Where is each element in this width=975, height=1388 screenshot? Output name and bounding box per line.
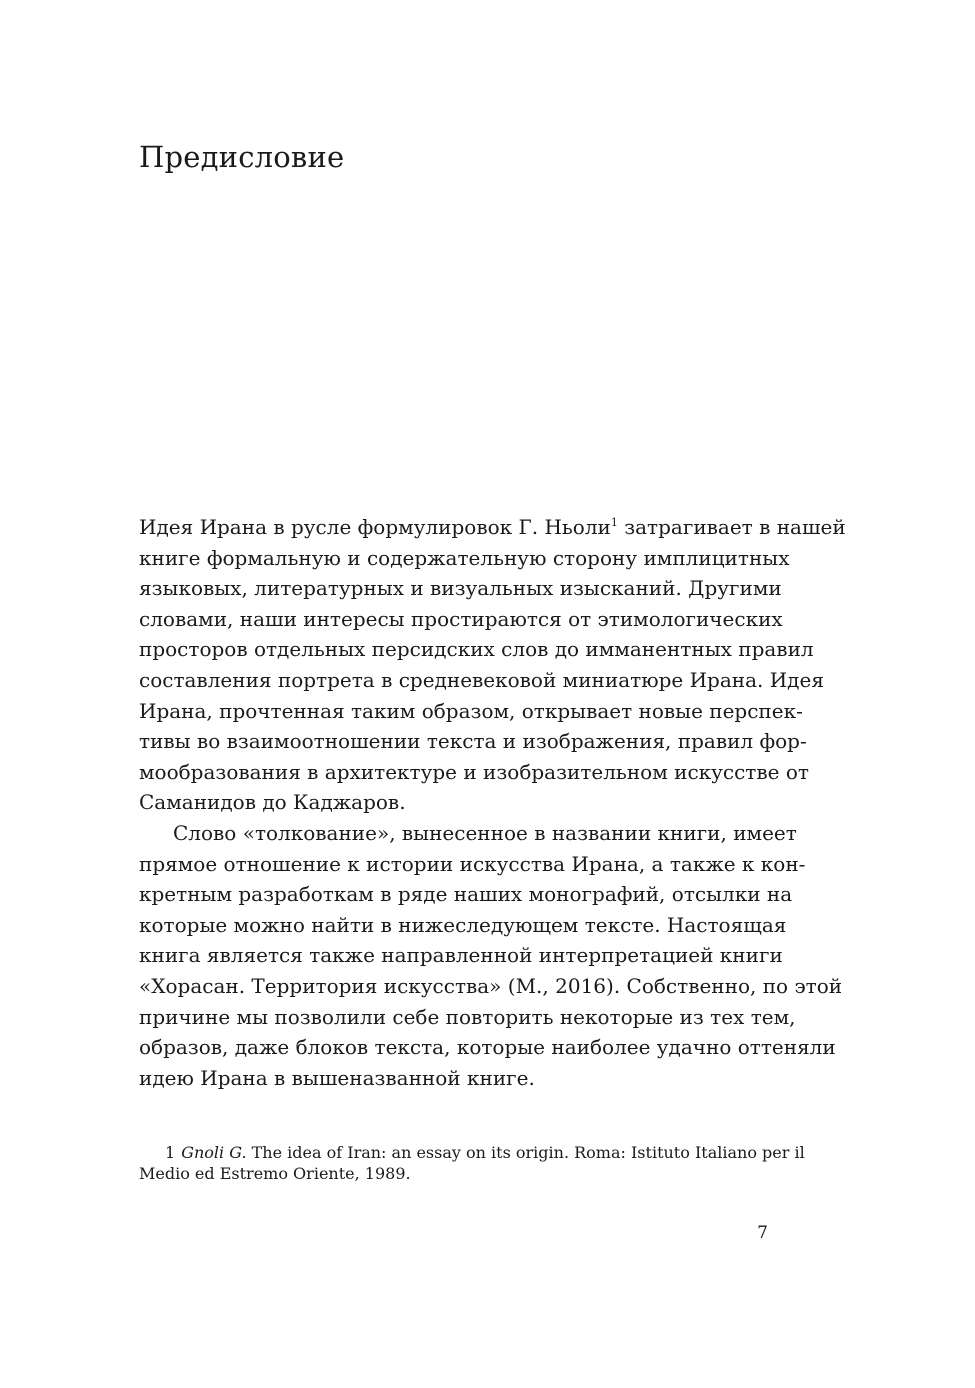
footnote-line-1: 1 Gnoli G. The idea of Iran: an essay on its origin. Roma: Istituto Italiano per il [165, 1143, 805, 1162]
text-line: книге формальную и содержательную сторону имплицитных [139, 545, 790, 570]
chapter-title: Предисловие [139, 140, 345, 174]
text-line: мообразования в архитектуре и изобразительном искусстве от [139, 759, 809, 784]
text-line: Саманидов до Каджаров. [139, 790, 406, 815]
text-line: причине мы позволили себе повторить некоторые из тех тем, [139, 1004, 796, 1029]
paragraph-1-line-1: Идея Ирана в русле формулировок Г. Ньоли$^1$ затрагивает в нашей [139, 515, 846, 539]
page-number: 7 [757, 1223, 768, 1243]
footnote-number: 1 [165, 1143, 176, 1162]
footnote-reference[interactable]: 1 [610, 516, 618, 529]
text-line: словами, наши интересы простираются от этимологических [139, 606, 783, 631]
text-line: составления портрета в средневековой миниатюре Ирана. Идея [139, 667, 824, 692]
text-line: образов, даже блоков текста, которые наиболее удачно оттеняли [139, 1035, 836, 1060]
text-line: Ирана, прочтенная таким образом, открывает новые перспек- [139, 698, 803, 723]
text-line: «Хорасан. Территория искусства» (М., 2016). Собственно, по этой [139, 973, 843, 998]
main-text [139, 512, 846, 1093]
text-line: кретным разработкам в ряде наших монографий, отсылки на [139, 882, 793, 907]
footnote [139, 1142, 805, 1184]
text-line: тивы во взаимоотношении текста и изображения, правил фор- [139, 729, 807, 754]
text-line: Слово «толкование», вынесенное в названии книги, имеет [173, 820, 797, 845]
footnote-line-2: Medio ed Estremo Oriente, 1989. [139, 1164, 411, 1183]
text-line: языковых, литературных и визуальных изысканий. Другими [139, 576, 782, 601]
text-line: книга является также направленной интерпретацией книги [139, 943, 783, 968]
text-line: просторов отдельных персидских слов до имманентных правил [139, 637, 814, 662]
footnote-author: Gnoli G. [181, 1143, 247, 1162]
text-line: идею Ирана в вышеназванной книге. [139, 1065, 535, 1090]
text-line: прямое отношение к истории искусства Ирана, а также к кон- [139, 851, 806, 876]
text-line: которые можно найти в нижеследующем тексте. Настоящая [139, 912, 787, 937]
